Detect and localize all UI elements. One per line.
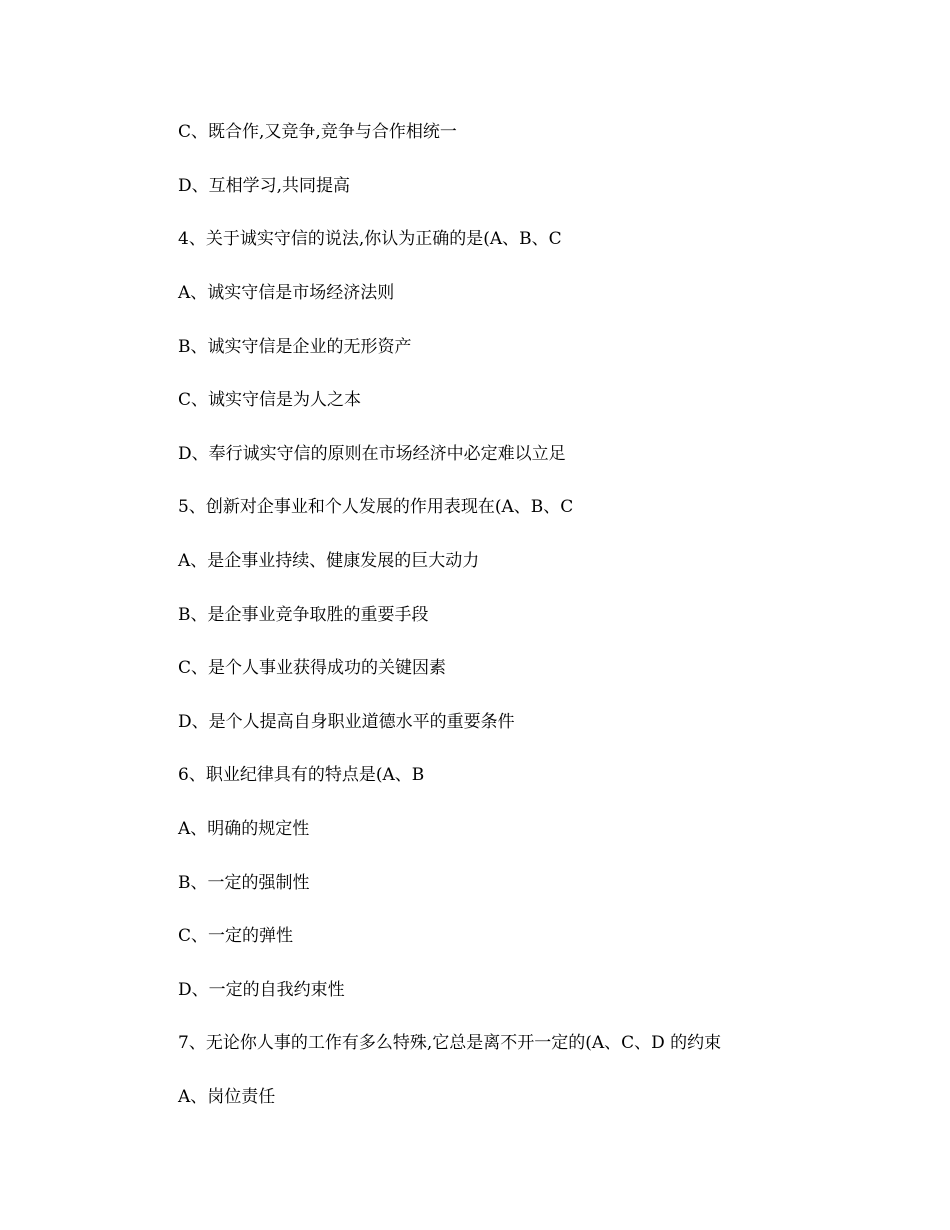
option-line: A、是企事业持续、健康发展的巨大动力 [178,551,480,571]
option-line: A、诚实守信是市场经济法则 [178,283,395,303]
option-line: C、诚实守信是为人之本 [178,390,362,410]
option-line: B、诚实守信是企业的无形资产 [178,337,412,357]
option-line: C、既合作,又竞争,竞争与合作相统一 [178,122,457,142]
option-line: B、是企事业竞争取胜的重要手段 [178,605,429,625]
option-line: A、明确的规定性 [178,819,310,839]
option-line: D、互相学习,共同提高 [178,176,351,196]
option-line: C、是个人事业获得成功的关键因素 [178,658,447,678]
question-line: 5、创新对企事业和个人发展的作用表现在(A、B、C [178,497,574,517]
option-line: A、岗位责任 [178,1087,276,1107]
question-line: 7、无论你人事的工作有多么特殊,它总是离不开一定的(A、C、D 的约束 [178,1033,722,1053]
option-line: D、是个人提高自身职业道德水平的重要条件 [178,712,515,732]
option-line: C、一定的弹性 [178,926,294,946]
question-line: 4、关于诚实守信的说法,你认为正确的是(A、B、C [178,229,562,249]
option-line: B、一定的强制性 [178,873,310,893]
option-line: D、一定的自我约束性 [178,980,345,1000]
question-line: 6、职业纪律具有的特点是(A、B [178,765,425,785]
option-line: D、奉行诚实守信的原则在市场经济中必定难以立足 [178,444,566,464]
